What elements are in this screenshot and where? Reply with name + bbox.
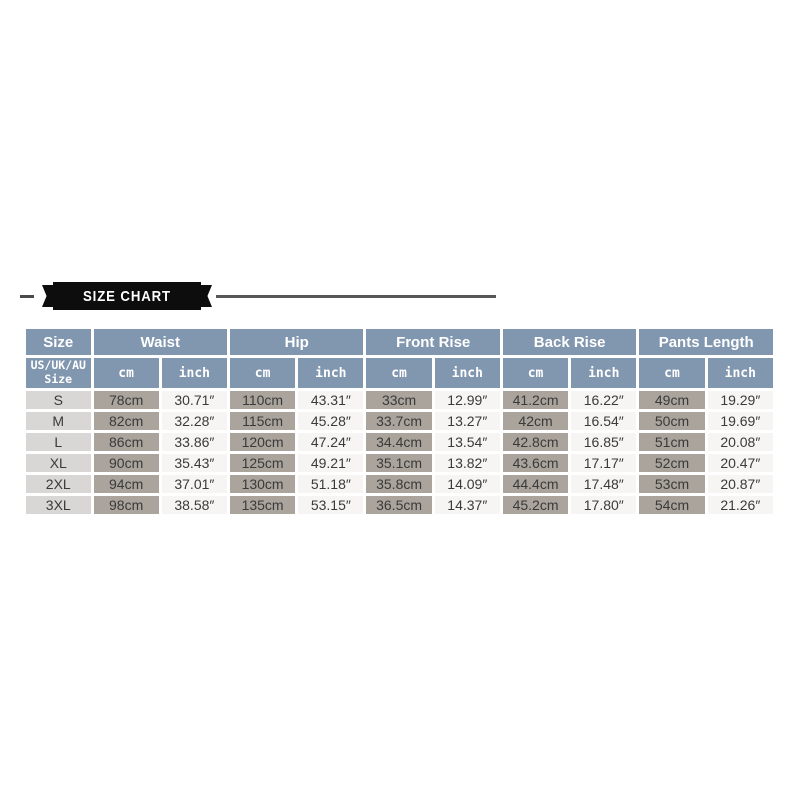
size-cell-m: M xyxy=(26,412,91,430)
back-rise-cm-cell: 45.2cm xyxy=(503,496,568,514)
pants-length-inch-cell: 20.08″ xyxy=(708,433,773,451)
unit-header-front-rise-inch: inch xyxy=(435,358,500,388)
size-cell-3xl: 3XL xyxy=(26,496,91,514)
pants-length-inch-cell: 19.69″ xyxy=(708,412,773,430)
unit-header-waist-inch: inch xyxy=(162,358,227,388)
table-body xyxy=(26,391,773,514)
unit-header-back-rise-inch: inch xyxy=(571,358,636,388)
unit-header-pants-length-inch: inch xyxy=(708,358,773,388)
pants-length-cm-cell: 51cm xyxy=(639,433,704,451)
hip-cm-cell: 110cm xyxy=(230,391,295,409)
table-row-l xyxy=(26,433,773,451)
back-rise-cm-cell: 42cm xyxy=(503,412,568,430)
pants-length-cm-cell: 54cm xyxy=(639,496,704,514)
waist-cm-cell: 90cm xyxy=(94,454,159,472)
hip-cm-cell: 135cm xyxy=(230,496,295,514)
table-row-3xl xyxy=(26,496,773,514)
front-rise-inch-cell: 13.27″ xyxy=(435,412,500,430)
front-rise-cm-cell: 34.4cm xyxy=(366,433,431,451)
size-chart-banner xyxy=(20,282,496,310)
unit-header-row xyxy=(26,358,773,388)
waist-cm-cell: 98cm xyxy=(94,496,159,514)
size-cell-s: S xyxy=(26,391,91,409)
hip-inch-cell: 43.31″ xyxy=(298,391,363,409)
pants-length-cm-cell: 50cm xyxy=(639,412,704,430)
waist-inch-cell: 30.71″ xyxy=(162,391,227,409)
front-rise-cm-cell: 36.5cm xyxy=(366,496,431,514)
front-rise-cm-cell: 33.7cm xyxy=(366,412,431,430)
pants-length-inch-cell: 20.87″ xyxy=(708,475,773,493)
banner-rule-line xyxy=(216,295,496,298)
back-rise-inch-cell: 17.80″ xyxy=(571,496,636,514)
unit-header-hip-cm: cm xyxy=(230,358,295,388)
back-rise-inch-cell: 16.85″ xyxy=(571,433,636,451)
table-head xyxy=(26,329,773,388)
group-header-waist: Waist xyxy=(94,329,227,355)
group-header-front-rise: Front Rise xyxy=(366,329,499,355)
ribbon-left-tail-icon xyxy=(42,285,54,307)
banner-left-tick xyxy=(20,295,34,298)
waist-cm-cell: 82cm xyxy=(94,412,159,430)
group-header-pants-length: Pants Length xyxy=(639,329,773,355)
front-rise-inch-cell: 13.54″ xyxy=(435,433,500,451)
table-row-xl xyxy=(26,454,773,472)
waist-inch-cell: 37.01″ xyxy=(162,475,227,493)
size-cell-xl: XL xyxy=(26,454,91,472)
back-rise-cm-cell: 41.2cm xyxy=(503,391,568,409)
front-rise-inch-cell: 14.09″ xyxy=(435,475,500,493)
hip-cm-cell: 130cm xyxy=(230,475,295,493)
unit-header-back-rise-cm: cm xyxy=(503,358,568,388)
front-rise-inch-cell: 13.82″ xyxy=(435,454,500,472)
front-rise-cm-cell: 35.1cm xyxy=(366,454,431,472)
back-rise-inch-cell: 17.48″ xyxy=(571,475,636,493)
hip-inch-cell: 53.15″ xyxy=(298,496,363,514)
unit-header-hip-inch: inch xyxy=(298,358,363,388)
pants-length-inch-cell: 20.47″ xyxy=(708,454,773,472)
front-rise-cm-cell: 33cm xyxy=(366,391,431,409)
size-cell-2xl: 2XL xyxy=(26,475,91,493)
waist-cm-cell: 94cm xyxy=(94,475,159,493)
hip-inch-cell: 49.21″ xyxy=(298,454,363,472)
pants-length-cm-cell: 53cm xyxy=(639,475,704,493)
unit-header-waist-cm: cm xyxy=(94,358,159,388)
corner-header-us-uk-au-size: US/UK/AU Size xyxy=(26,358,91,388)
unit-header-pants-length-cm: cm xyxy=(639,358,704,388)
waist-inch-cell: 33.86″ xyxy=(162,433,227,451)
size-cell-l: L xyxy=(26,433,91,451)
group-header-size: Size xyxy=(26,329,91,355)
hip-cm-cell: 125cm xyxy=(230,454,295,472)
group-header-row xyxy=(26,329,773,355)
waist-cm-cell: 78cm xyxy=(94,391,159,409)
front-rise-cm-cell: 35.8cm xyxy=(366,475,431,493)
hip-cm-cell: 120cm xyxy=(230,433,295,451)
back-rise-cm-cell: 42.8cm xyxy=(503,433,568,451)
back-rise-cm-cell: 44.4cm xyxy=(503,475,568,493)
back-rise-inch-cell: 16.54″ xyxy=(571,412,636,430)
group-header-hip: Hip xyxy=(230,329,363,355)
back-rise-inch-cell: 17.17″ xyxy=(571,454,636,472)
waist-inch-cell: 38.58″ xyxy=(162,496,227,514)
size-chart-table xyxy=(23,326,776,517)
table-row-s xyxy=(26,391,773,409)
hip-inch-cell: 51.18″ xyxy=(298,475,363,493)
table-row-2xl xyxy=(26,475,773,493)
size-chart-title: SIZE CHART xyxy=(83,287,171,305)
unit-header-front-rise-cm: cm xyxy=(366,358,431,388)
pants-length-inch-cell: 19.29″ xyxy=(708,391,773,409)
table-row-m xyxy=(26,412,773,430)
hip-inch-cell: 45.28″ xyxy=(298,412,363,430)
size-chart-ribbon xyxy=(53,282,201,310)
ribbon-right-tail-icon xyxy=(200,285,212,307)
pants-length-cm-cell: 52cm xyxy=(639,454,704,472)
waist-cm-cell: 86cm xyxy=(94,433,159,451)
back-rise-cm-cell: 43.6cm xyxy=(503,454,568,472)
waist-inch-cell: 32.28″ xyxy=(162,412,227,430)
group-header-back-rise: Back Rise xyxy=(503,329,636,355)
waist-inch-cell: 35.43″ xyxy=(162,454,227,472)
hip-inch-cell: 47.24″ xyxy=(298,433,363,451)
front-rise-inch-cell: 14.37″ xyxy=(435,496,500,514)
pants-length-inch-cell: 21.26″ xyxy=(708,496,773,514)
pants-length-cm-cell: 49cm xyxy=(639,391,704,409)
back-rise-inch-cell: 16.22″ xyxy=(571,391,636,409)
front-rise-inch-cell: 12.99″ xyxy=(435,391,500,409)
hip-cm-cell: 115cm xyxy=(230,412,295,430)
